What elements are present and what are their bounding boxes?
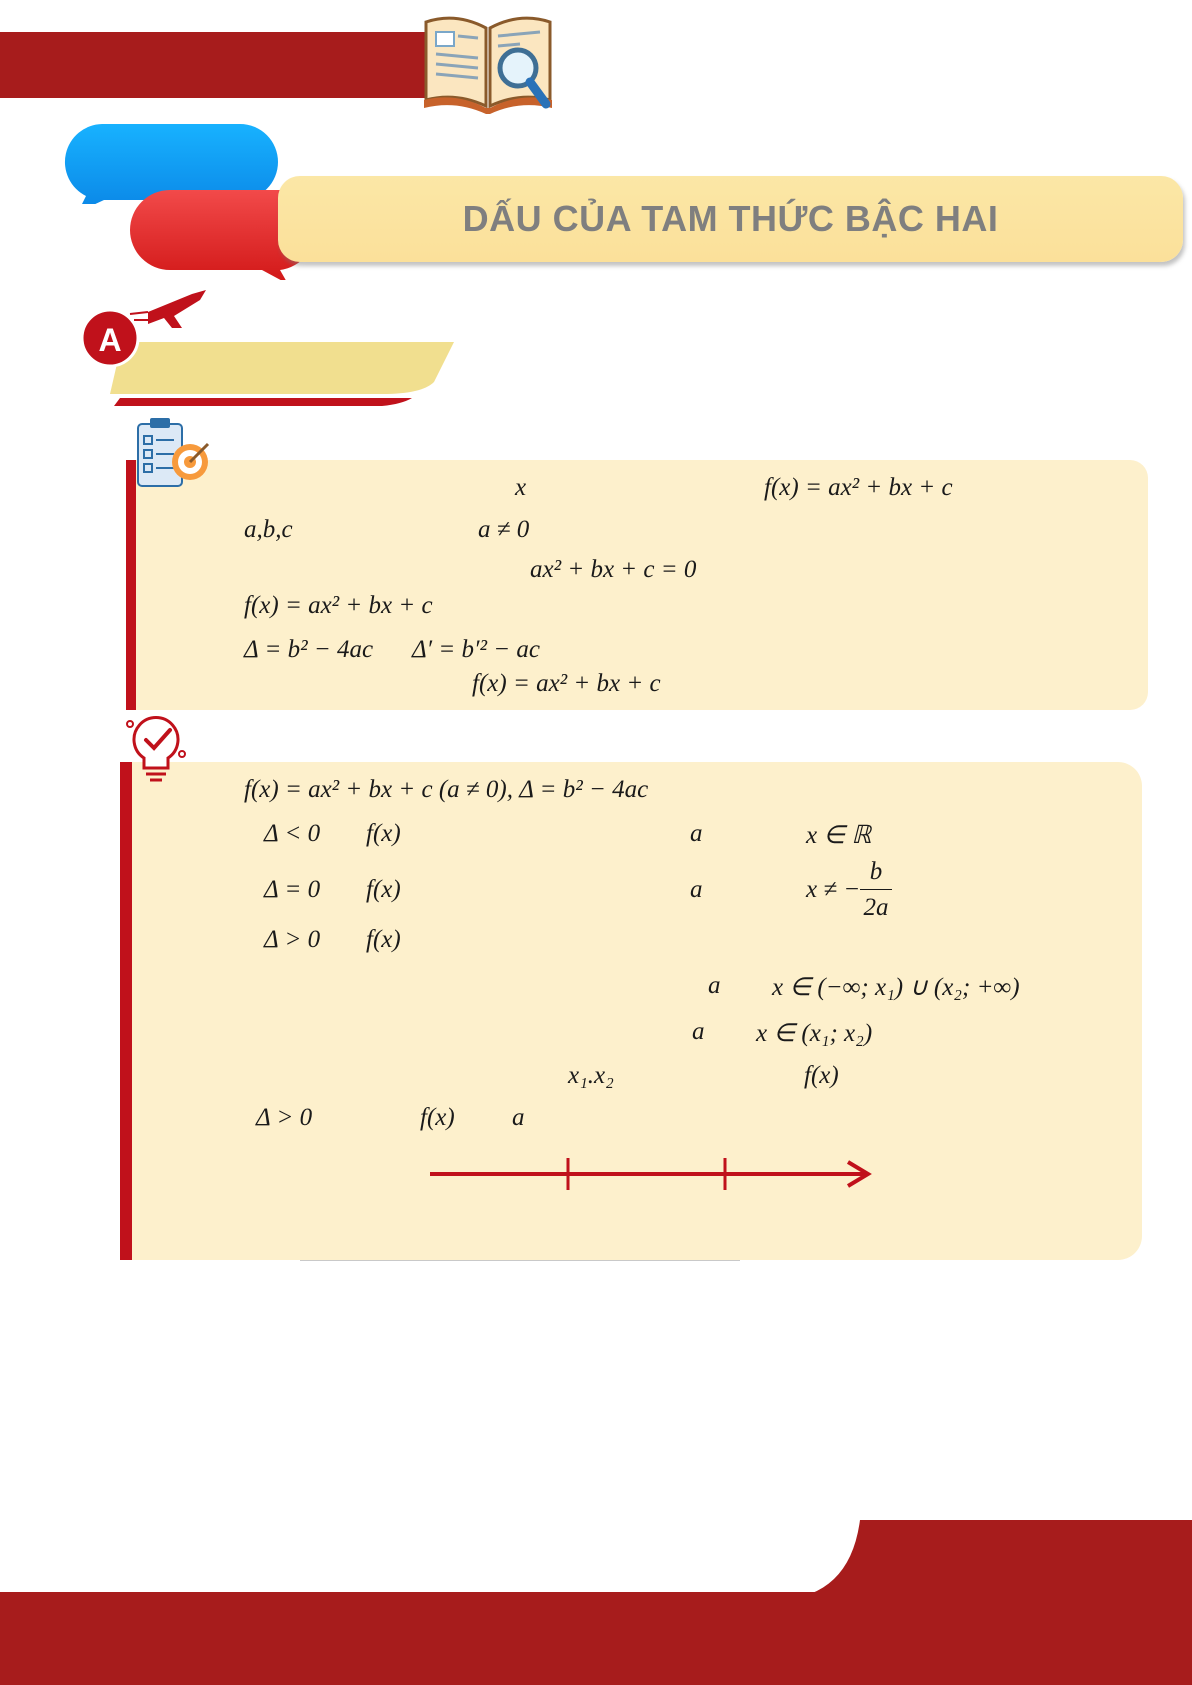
section-letter: A [98,322,122,358]
case2-f: f(x) [366,876,401,903]
def-var-x: x [515,474,527,501]
def-a-nonzero: a ≠ 0 [478,516,530,543]
case2-fraction-numerator: b [869,858,883,885]
case3-condition: Δ > 0 [264,926,321,953]
def-equation: ax² + bx + c = 0 [530,556,697,583]
bottom-banner-bar [0,1592,1192,1685]
case2-fraction-bar [860,889,892,890]
def-coefficients: a,b,c [244,516,293,543]
lightbulb-check-icon [124,714,190,782]
case3-line2-domain: x ∈ (x₁; x₂) [756,1020,873,1047]
airplane-icon [148,290,206,328]
open-book-magnifier-icon [420,8,556,114]
summary-a: a [512,1104,525,1131]
thm-premise: f(x) = ax² + bx + c (a ≠ 0), Δ = b² − 4ac [244,776,649,803]
case2-a: a [690,876,703,903]
case3-line1-domain: x ∈ (−∞; x₁) ∪ (x₂; +∞) [772,974,1020,1001]
def-f-last: f(x) = ax² + bx + c [472,670,661,697]
page-title: DẤU CỦA TAM THỨC BẬC HAI [462,198,999,239]
top-banner-bar [0,32,430,98]
definition-accent-rule [126,460,136,710]
case1-condition: Δ < 0 [264,820,321,847]
case2-condition: Δ = 0 [264,876,321,903]
case1-domain: x ∈ ℝ [806,822,872,849]
case2-fraction-denominator: 2a [863,894,889,921]
roots-product: x₁.x₂ [568,1062,614,1089]
divider-line [300,1260,740,1261]
summary-condition: Δ > 0 [256,1104,313,1131]
case3-f: f(x) [366,926,401,953]
theorem-accent-rule [120,762,132,1260]
bottom-banner-curve [0,1520,1192,1600]
def-f-formula: f(x) = ax² + bx + c [764,474,953,501]
case1-a: a [690,820,703,847]
checklist-target-icon [132,416,214,494]
number-line [420,1150,880,1200]
roots-product-f: f(x) [804,1062,839,1089]
section-a-header [82,290,472,410]
case3-line1-a: a [708,972,721,999]
def-delta-prime: Δ′ = b′² − ac [412,636,540,663]
def-f-line: f(x) = ax² + bx + c [244,592,433,619]
case3-line2-a: a [692,1018,705,1045]
case2-domain: x ≠ − [806,876,861,903]
summary-f: f(x) [420,1104,455,1131]
def-delta: Δ = b² − 4ac [244,636,374,663]
case1-f: f(x) [366,820,401,847]
